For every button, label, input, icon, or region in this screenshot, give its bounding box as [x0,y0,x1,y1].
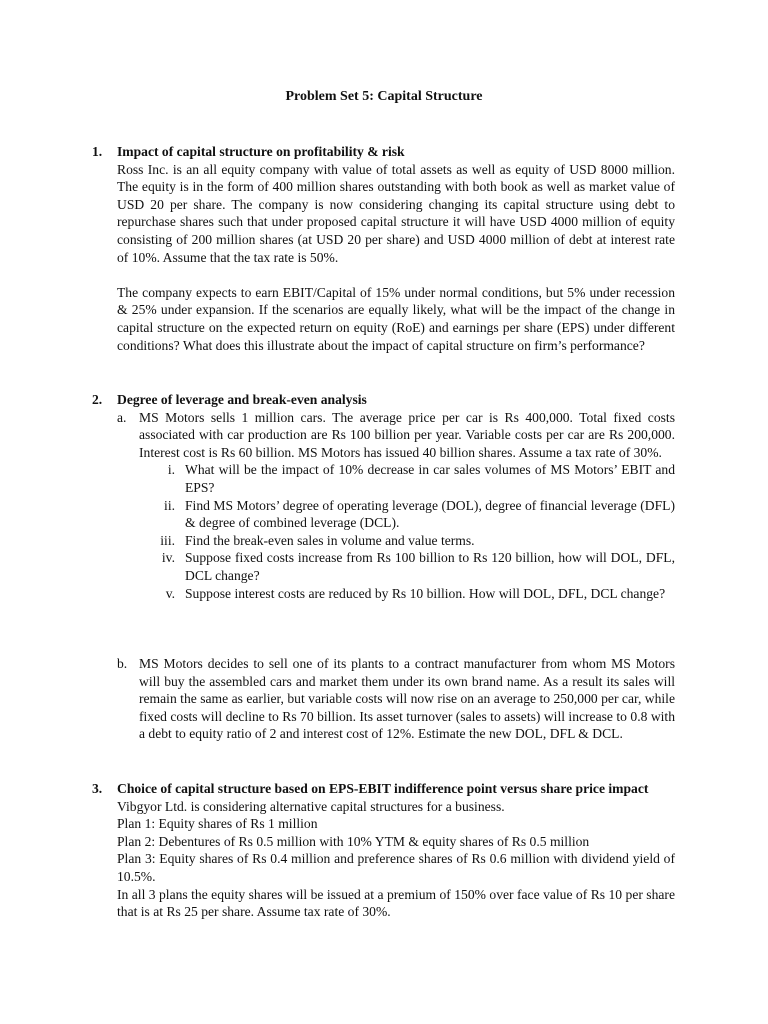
question-paragraph: In all 3 plans the equity shares will be issued at a premium of 150% over face value of Rs 10 per share that is at Rs 25 per share. Assume tax rate of 30%. [117,886,675,920]
question-number: 2. [92,392,103,407]
item-text: Suppose interest costs are reduced by Rs 10 billion. How will DOL, DFL, DCL change? [185,585,666,601]
item-label: iii. [160,532,175,548]
item-text: Suppose fixed costs increase from Rs 100 billion to Rs 120 billion, how will DOL, DFL, DCL change? [185,550,675,583]
question-paragraph: Ross Inc. is an all equity company with value of total assets as well as equity of USD 8000 million. The equity is in the form of 400 million shares outstanding with both book as well as market value of USD 20 per share. The company is now considering changing its capital structure using debt to repurchase shares such that under proposed capital structure it will have USD 4000 million of equity consisting of 200 million shares (at USD 20 per share) and USD 4000 million of debt at interest rate of 10%. Assume that the tax rate is 50%. [117,161,675,265]
sub-question-text: MS Motors decides to sell one of its plants to a contract manufacturer from whom MS Motors will buy the assembled cars and market them under its own brand name. As a result its sales will remain the same as earlier, but variable costs will now rise on an average to 250,000 per car, while fixed costs will decline to Rs 70 billion. Its asset turnover (sales to assets) will increase to 0.8 with a debt to equity ratio of 2 and interest cost of 12%. Estimate the new DOL, DFL & DCL. [139,656,675,742]
question-number: 1. [92,144,103,159]
page-title: Problem Set 5: Capital Structure [285,89,483,104]
question-heading: Degree of leverage and break-even analysis [117,392,367,407]
sub-question-b [117,655,675,743]
sub-question-label: b. [117,656,128,671]
item-text: Find MS Motors’ degree of operating leverage (DOL), degree of financial leverage (DFL) & degree of combined leverage (DCL). [185,497,675,531]
plan-line: Plan 3: Equity shares of Rs 0.4 million and preference shares of Rs 0.6 million with dividend yield of 10.5%. [117,851,675,884]
question-heading: Choice of capital structure based on EPS-EBIT indifference point versus share price impact [117,781,649,796]
sub-question-text: MS Motors sells 1 million cars. The average price per car is Rs 400,000. Total fixed costs associated with car production are Rs 100 billion per year. Variable costs per car are Rs 200,000. Interest cost is Rs 60 billion. MS Motors has issued 40 billion shares. Assume a tax rate of 30%. [139,409,675,460]
item-label: ii. [164,497,175,513]
question-2-part-b [117,655,675,743]
plan-line: Plan 1: Equity shares of Rs 1 million [117,816,318,832]
item-label: iv. [161,550,175,566]
question-number: 3. [92,781,103,796]
question-paragraph: The company expects to earn EBIT/Capital of 15% under normal conditions, but 5% under recession & 25% under expansion. If the scenarios are equally likely, what will be the impact of the change in capital structure on the expected return on equity (RoE) and earnings per share (EPS) under different conditions? What does this illustrate about the impact of capital structure on firm’s performance? [117,284,675,353]
item-text: Find the break-even sales in volume and value terms. [185,532,475,548]
question-paragraph: Vibgyor Ltd. is considering alternative capital structures for a business. [117,798,505,814]
item-text: What will be the impact of 10% decrease in car sales volumes of MS Motors’ EBIT and EPS? [185,462,675,495]
question-3 [92,780,675,921]
sub-question-label: a. [117,409,127,425]
item-label: v. [165,585,175,601]
question-2 [92,391,675,602]
list-item [139,461,675,496]
plan-line: Plan 2: Debentures of Rs 0.5 million with 10% YTM & equity shares of Rs 0.5 million [117,833,590,849]
list-item [139,532,675,550]
list-item [139,585,675,603]
list-item [139,497,675,532]
question-1 [92,143,675,354]
question-heading: Impact of capital structure on profitability & risk [117,144,405,159]
item-label: i. [167,462,175,478]
sub-question-a [117,409,675,603]
list-item [139,549,675,584]
